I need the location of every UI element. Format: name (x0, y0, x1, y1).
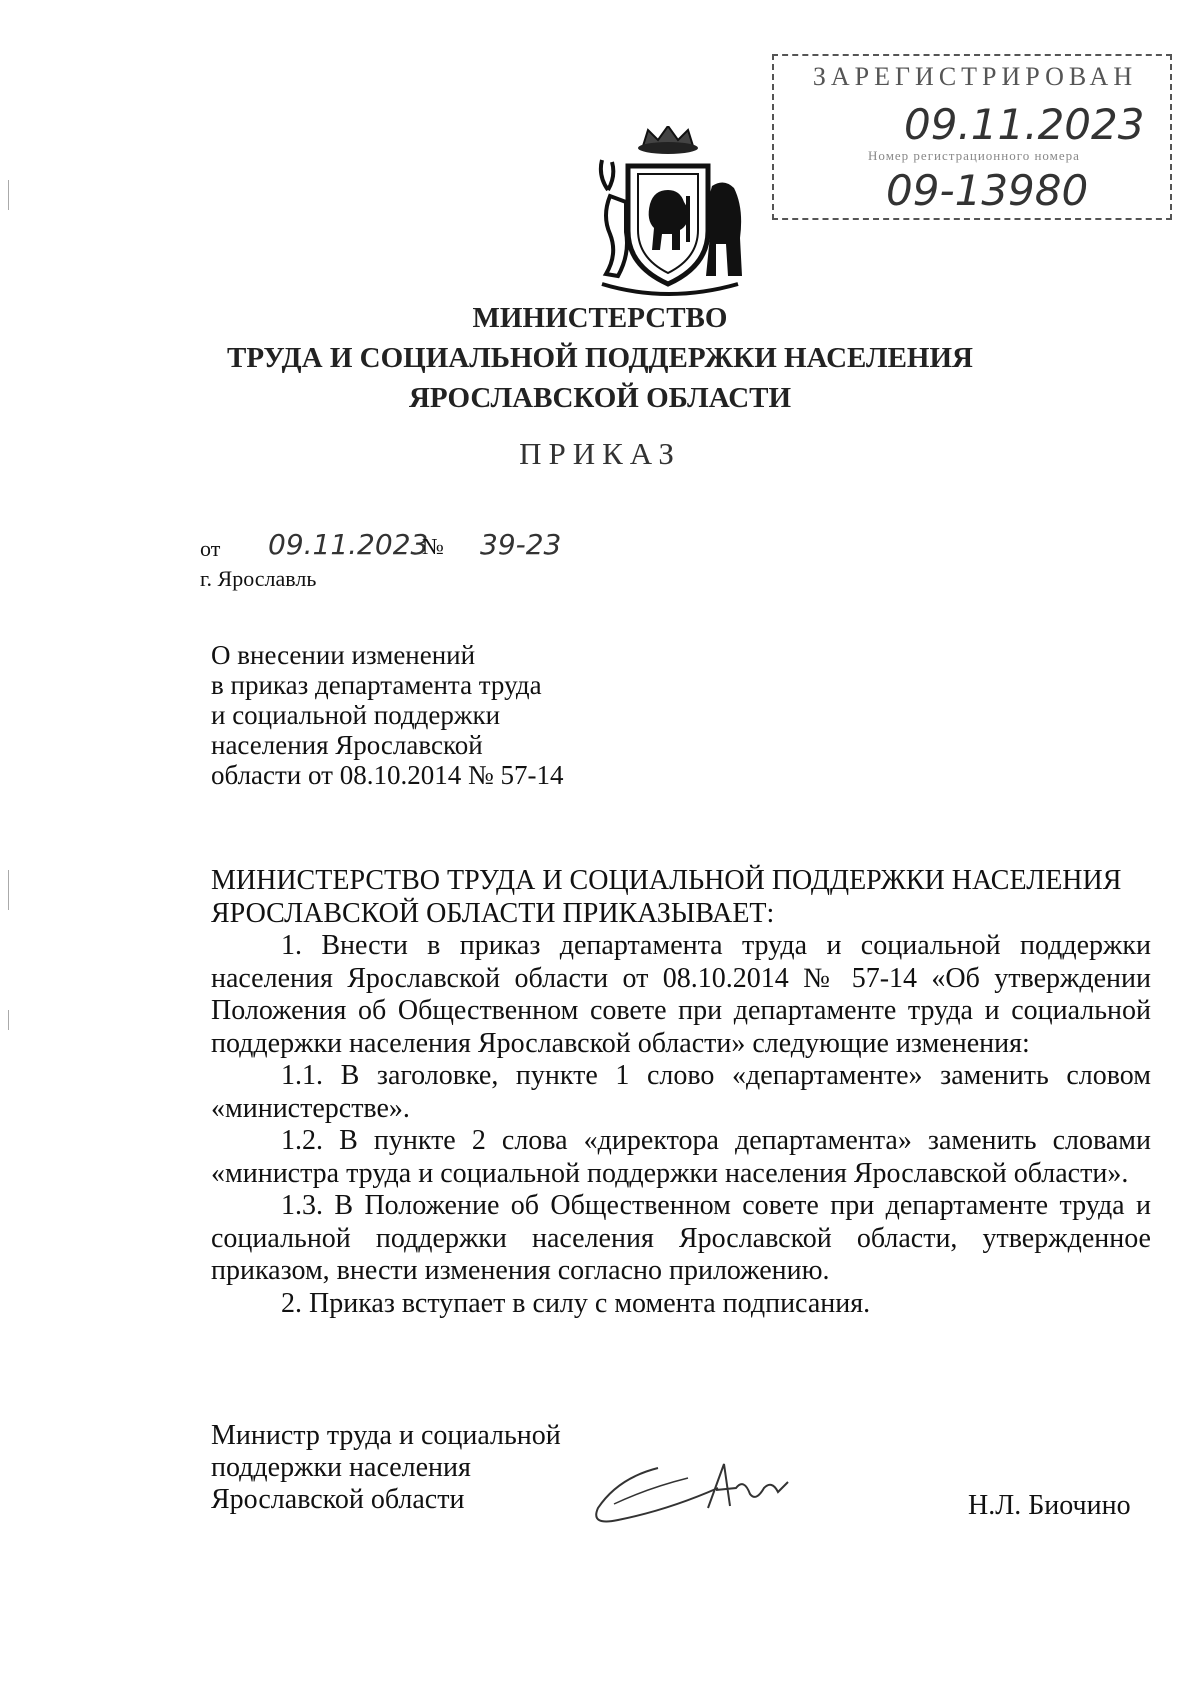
clause-1-2: 1.2. В пункте 2 слова «директора департамента» заменить словами «министра труда и социальной поддержки населения Ярославской области». (211, 1125, 1151, 1189)
order-date: 09.11.2023 (268, 528, 429, 561)
handwritten-signature (588, 1448, 828, 1528)
clause-2: 2. Приказ вступает в силу с момента подписания. (281, 1287, 871, 1319)
clause-1: 1. Внести в приказ департамента труда и социальной поддержки населения Ярославской области от 08.10.2014 № 57-14 «Об утверждении Положения об Общественном совете при департаменте труда и социальной поддержки населения Ярославской области» следующие изменения: (211, 930, 1151, 1059)
ministry-line-1: МИНИСТЕРСТВО (472, 302, 728, 334)
scan-edge-mark (8, 870, 9, 910)
order-number: 39-23 (480, 528, 562, 561)
scan-edge-mark (8, 180, 9, 210)
signer-name: Н.Л. Биочино (968, 1490, 1131, 1521)
from-label: от (200, 536, 221, 561)
ministry-header (0, 298, 1200, 418)
ministry-line-3: ЯРОСЛАВСКОЙ ОБЛАСТИ (408, 382, 792, 414)
signatory-position-line: Министр труда и социальной (211, 1420, 561, 1451)
stamp-reg-number: 09-13980 (886, 166, 1089, 215)
order-preamble: МИНИСТЕРСТВО ТРУДА И СОЦИАЛЬНОЙ ПОДДЕРЖКИ НАСЕЛЕНИЯ ЯРОСЛАВСКОЙ ОБЛАСТИ ПРИКАЗЫВАЕТ: (211, 865, 1122, 929)
clause-1-1: 1.1. В заголовке, пункте 1 слово «департаменте» заменить словом «министерстве». (211, 1060, 1151, 1124)
stamp-heading: ЗАРЕГИСТРИРОВАН (812, 62, 1138, 91)
subject-line: области от 08.10.2014 № 57-14 (211, 760, 564, 790)
signatory-position (211, 1420, 561, 1516)
yaroslavl-coat-of-arms-icon (588, 126, 748, 298)
signatory-position-line: Ярославской области (211, 1484, 465, 1515)
stamp-sub-label: Номер регистрационного номера (868, 148, 1080, 163)
registration-stamp (772, 54, 1172, 220)
subject-line: О внесении изменений (211, 640, 476, 670)
scan-edge-mark (8, 1010, 9, 1030)
number-label: № (422, 534, 444, 559)
ministry-line-2: ТРУДА И СОЦИАЛЬНОЙ ПОДДЕРЖКИ НАСЕЛЕНИЯ (227, 342, 973, 374)
signatory-position-line: поддержки населения (211, 1452, 471, 1483)
order-body (211, 865, 1151, 1320)
subject-line: в приказ департамента труда (211, 670, 542, 700)
clause-1-3: 1.3. В Положение об Общественном совете при департаменте труда и социальной поддержки населения Ярославской области, утвержденное приказом, внести изменения согласно приложению. (211, 1190, 1151, 1286)
city: г. Ярославль (200, 566, 317, 591)
subject-line: и социальной поддержки (211, 700, 501, 730)
stamp-date: 09.11.2023 (904, 100, 1145, 149)
order-title: ПРИКАЗ (519, 436, 681, 471)
subject-line: населения Ярославской (211, 730, 483, 760)
